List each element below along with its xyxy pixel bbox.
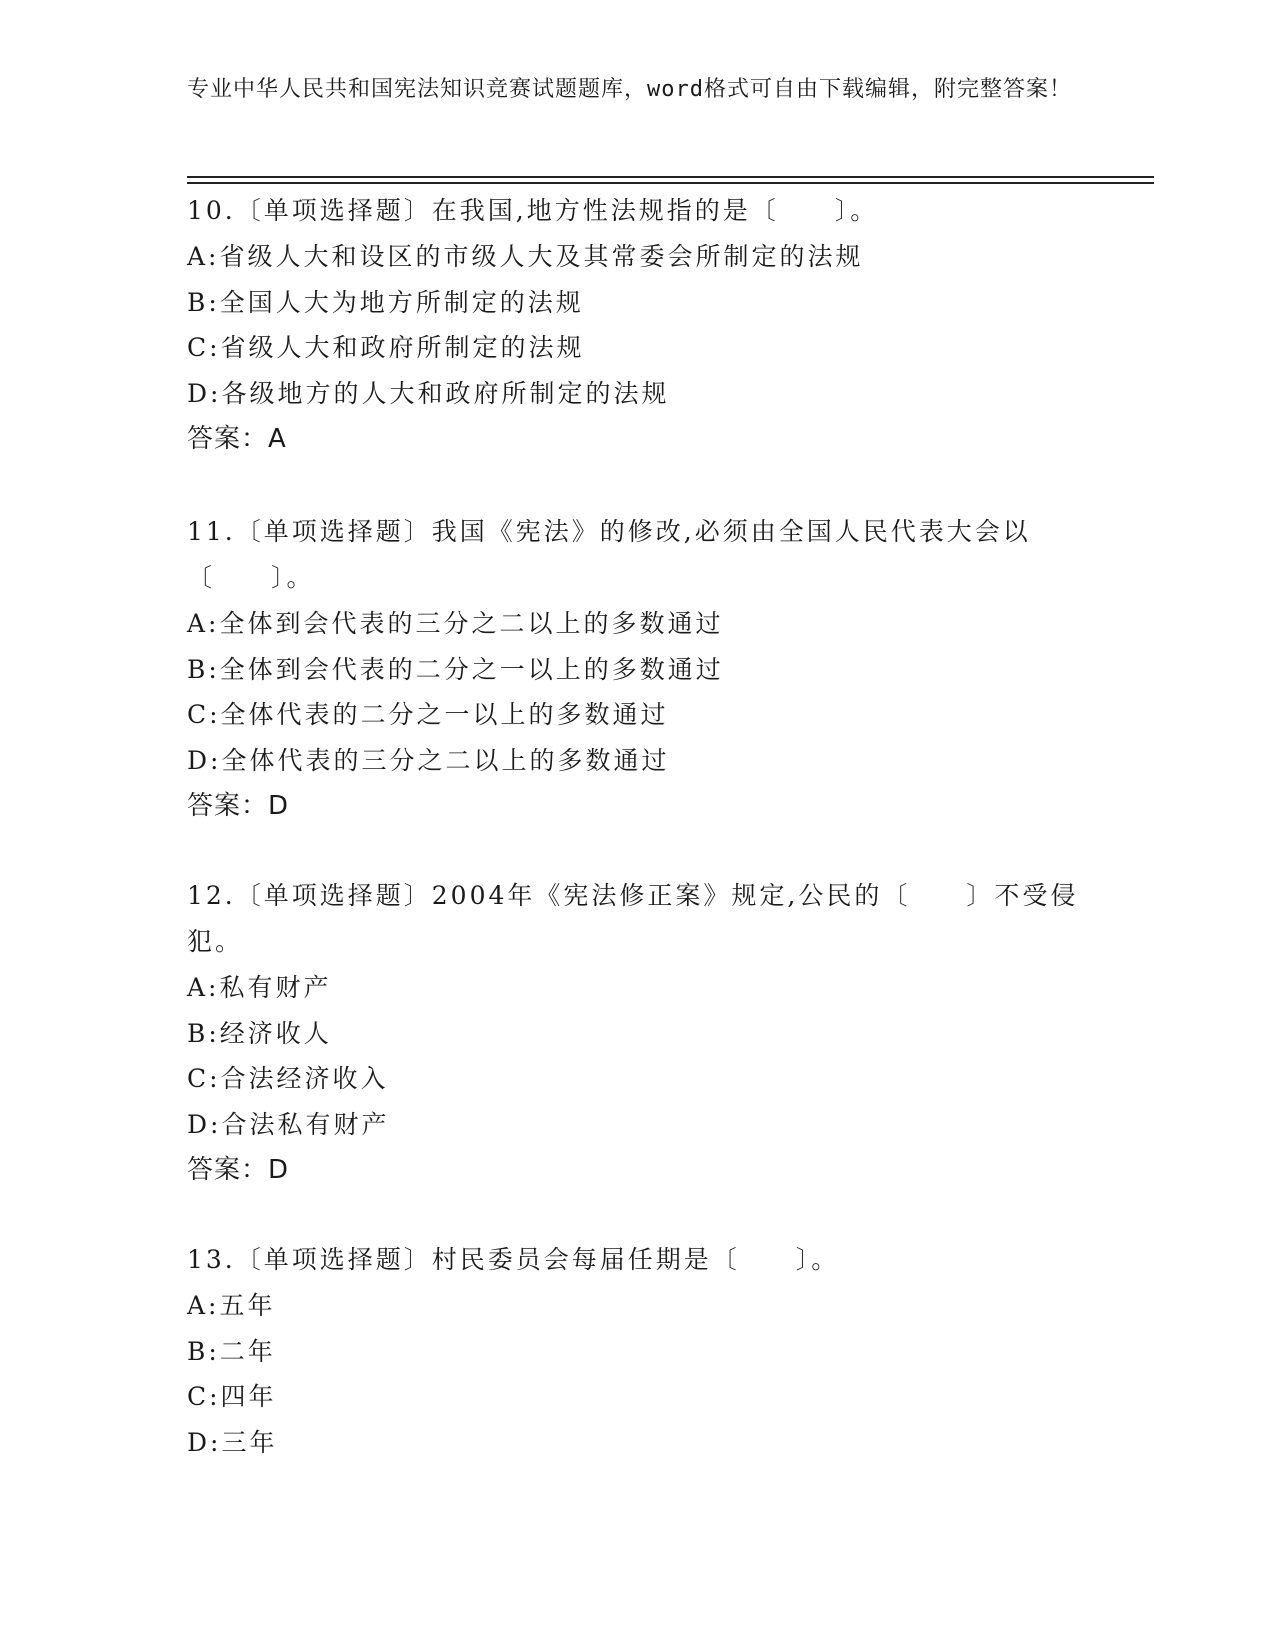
answer: 答案：D: [187, 1155, 290, 1185]
option-a: A:省级人大和设区的市级人大及其常委会所制定的法规: [187, 242, 864, 271]
option-c: C:省级人大和政府所制定的法规: [187, 333, 585, 362]
question-stem: 13.〔单项选择题〕村民委员会每届任期是〔 〕。: [187, 1245, 840, 1274]
question-13: [187, 1237, 1087, 1465]
option-c: C:四年: [187, 1382, 277, 1411]
option-a: A:私有财产: [187, 973, 332, 1002]
option-b: B:经济收人: [187, 1018, 332, 1048]
header-divider-bottom: [187, 182, 1154, 184]
header-divider-top: [187, 176, 1154, 178]
question-11: [187, 509, 1087, 829]
question-10: [187, 188, 1087, 462]
option-c: C:全体代表的二分之一以上的多数通过: [187, 700, 669, 729]
option-d: D:合法私有财产: [187, 1109, 390, 1139]
option-d: D:三年: [187, 1427, 278, 1457]
question-stem: 12.〔单项选择题〕2004年《宪法修正案》规定,公民的〔 〕不受侵犯。: [187, 881, 1079, 956]
answer: 答案：A: [187, 424, 287, 454]
question-12: [187, 873, 1087, 1193]
option-d: D:各级地方的人大和政府所制定的法规: [187, 378, 670, 408]
option-b: B:二年: [187, 1336, 276, 1366]
option-a: A:五年: [187, 1291, 276, 1320]
option-b: B:全体到会代表的二分之一以上的多数通过: [187, 654, 724, 684]
option-a: A:全体到会代表的三分之二以上的多数通过: [187, 609, 724, 638]
option-c: C:合法经济收入: [187, 1064, 389, 1093]
option-b: B:全国人大为地方所制定的法规: [187, 287, 584, 317]
question-stem: 11.〔单项选择题〕我国《宪法》的修改,必须由全国人民代表大会以〔 〕。: [187, 517, 1031, 592]
option-d: D:全体代表的三分之二以上的多数通过: [187, 745, 670, 775]
answer: 答案：D: [187, 791, 290, 821]
question-stem: 10.〔单项选择题〕在我国,地方性法规指的是〔 〕。: [187, 196, 879, 225]
document-intro: 专业中华人民共和国宪法知识竞赛试题题库，word格式可自由下载编辑，附完整答案！: [187, 77, 1072, 102]
